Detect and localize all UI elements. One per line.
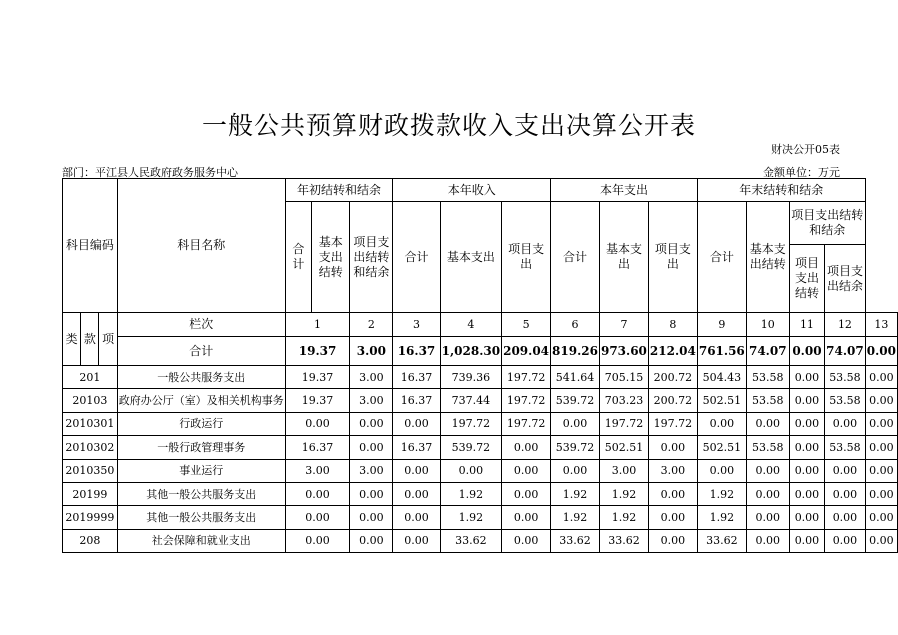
row-cell: 0.00 [825,459,866,482]
row-cell: 0.00 [789,389,824,412]
row-cell: 0.00 [825,529,866,552]
row-name: 其他一般公共服务支出 [117,506,285,529]
page-title: 一般公共预算财政拨款收入支出决算公开表 [201,111,696,140]
row-cell: 0.00 [865,529,897,552]
budget-table [62,178,898,553]
row-cell: 33.62 [440,529,501,552]
header-end-project-surplus: 项目支出结余 [825,245,866,313]
row-cell: 0.00 [789,412,824,435]
row-cell: 16.37 [393,436,440,459]
total-cell: 3.00 [350,337,393,366]
row-cell: 539.72 [551,389,600,412]
row-cell: 541.64 [551,366,600,389]
row-cell: 0.00 [502,482,551,505]
row-cell: 0.00 [865,459,897,482]
header-group-expense: 本年支出 [551,179,698,202]
row-code: 2010301 [63,412,118,435]
col-num: 3 [393,313,440,337]
header-begin-basic: 基本支出结转 [312,202,350,313]
table-row [63,436,898,459]
row-cell: 539.72 [440,436,501,459]
row-cell: 3.00 [350,459,393,482]
row-code: 201 [63,366,118,389]
header-expense-project: 项目支出 [648,202,697,313]
col-num: 7 [599,313,648,337]
header-subject-code: 科目编码 [63,179,118,313]
row-name: 行政运行 [117,412,285,435]
row-cell: 1.92 [440,506,501,529]
col-num: 10 [746,313,789,337]
table-row [63,389,898,412]
total-label: 合计 [117,337,285,366]
header-kuan: 款 [81,313,99,366]
row-cell: 16.37 [285,436,350,459]
row-code: 2010350 [63,459,118,482]
header-group-income: 本年收入 [393,179,551,202]
row-cell: 0.00 [502,506,551,529]
row-cell: 33.62 [551,529,600,552]
row-cell: 504.43 [697,366,746,389]
row-cell: 0.00 [285,506,350,529]
header-end-total: 合计 [697,202,746,313]
row-cell: 0.00 [502,459,551,482]
row-cell: 0.00 [648,506,697,529]
table-row [63,482,898,505]
form-number: 财决公开05表 [771,143,840,156]
header-subject-name: 科目名称 [117,179,285,313]
row-cell: 197.72 [502,412,551,435]
row-name: 其他一般公共服务支出 [117,482,285,505]
header-end-project-carry: 项目支出结转 [789,245,824,313]
row-cell: 0.00 [789,459,824,482]
col-num: 9 [697,313,746,337]
row-cell: 0.00 [746,529,789,552]
row-cell: 0.00 [440,459,501,482]
table-row [63,506,898,529]
row-cell: 0.00 [393,412,440,435]
row-cell: 737.44 [440,389,501,412]
header-income-total: 合计 [393,202,440,313]
row-cell: 0.00 [789,482,824,505]
total-cell: 74.07 [825,337,866,366]
row-name: 一般行政管理事务 [117,436,285,459]
row-cell: 197.72 [502,366,551,389]
header-begin-project: 项目支出结转和结余 [350,202,393,313]
row-cell: 0.00 [502,529,551,552]
table-row [63,459,898,482]
total-cell: 761.56 [697,337,746,366]
row-cell: 739.36 [440,366,501,389]
header-lei: 类 [63,313,81,366]
row-name: 一般公共服务支出 [117,366,285,389]
total-cell: 973.60 [599,337,648,366]
row-cell: 0.00 [789,366,824,389]
row-cell: 1.92 [440,482,501,505]
row-cell: 0.00 [746,459,789,482]
column-order-label: 栏次 [117,313,285,337]
row-cell: 33.62 [599,529,648,552]
row-cell: 0.00 [350,529,393,552]
row-code: 2019999 [63,506,118,529]
col-num: 2 [350,313,393,337]
col-num: 4 [440,313,501,337]
total-cell: 209.04 [502,337,551,366]
row-cell: 16.37 [393,366,440,389]
row-cell: 0.00 [350,412,393,435]
row-cell: 0.00 [825,412,866,435]
row-cell: 19.37 [285,389,350,412]
row-cell: 0.00 [285,412,350,435]
row-cell: 197.72 [502,389,551,412]
row-cell: 0.00 [551,412,600,435]
row-cell: 0.00 [393,482,440,505]
row-cell: 0.00 [393,529,440,552]
col-num: 11 [789,313,824,337]
row-cell: 16.37 [393,389,440,412]
total-cell: 212.04 [648,337,697,366]
row-cell: 0.00 [865,506,897,529]
row-cell: 1.92 [697,482,746,505]
row-cell: 1.92 [599,482,648,505]
amount-unit-label: 金额单位：万元 [763,166,840,179]
row-cell: 1.92 [697,506,746,529]
row-cell: 3.00 [350,366,393,389]
row-cell: 197.72 [440,412,501,435]
row-cell: 0.00 [865,366,897,389]
header-group-begin: 年初结转和结余 [285,179,393,202]
col-num: 5 [502,313,551,337]
row-cell: 0.00 [648,482,697,505]
row-cell: 539.72 [551,436,600,459]
header-xiang: 项 [99,313,117,366]
total-cell: 0.00 [865,337,897,366]
col-num: 1 [285,313,350,337]
row-cell: 0.00 [648,529,697,552]
row-cell: 0.00 [502,436,551,459]
row-cell: 53.58 [825,366,866,389]
row-cell: 0.00 [825,506,866,529]
row-cell: 0.00 [350,436,393,459]
row-cell: 0.00 [865,436,897,459]
row-cell: 502.51 [697,389,746,412]
row-cell: 502.51 [599,436,648,459]
row-cell: 19.37 [285,366,350,389]
row-cell: 705.15 [599,366,648,389]
header-income-basic: 基本支出 [440,202,501,313]
row-cell: 0.00 [697,459,746,482]
row-code: 2010302 [63,436,118,459]
row-cell: 33.62 [697,529,746,552]
row-cell: 0.00 [789,506,824,529]
row-cell: 0.00 [697,412,746,435]
row-cell: 0.00 [350,482,393,505]
row-cell: 0.00 [551,459,600,482]
row-cell: 0.00 [285,529,350,552]
header-group-end: 年末结转和结余 [697,179,865,202]
row-cell: 3.00 [285,459,350,482]
row-cell: 0.00 [350,506,393,529]
total-cell: 19.37 [285,337,350,366]
table-row [63,529,898,552]
row-cell: 200.72 [648,366,697,389]
row-cell: 703.23 [599,389,648,412]
row-name: 政府办公厅（室）及相关机构事务 [117,389,285,412]
total-cell: 16.37 [393,337,440,366]
row-cell: 0.00 [789,529,824,552]
row-cell: 200.72 [648,389,697,412]
total-cell: 1,028.30 [440,337,501,366]
row-cell: 0.00 [746,482,789,505]
row-cell: 3.00 [350,389,393,412]
row-cell: 197.72 [599,412,648,435]
row-cell: 1.92 [551,482,600,505]
total-cell: 74.07 [746,337,789,366]
row-cell: 0.00 [865,389,897,412]
row-cell: 3.00 [648,459,697,482]
row-cell: 0.00 [393,459,440,482]
row-cell: 0.00 [825,482,866,505]
row-cell: 0.00 [393,506,440,529]
row-cell: 197.72 [648,412,697,435]
row-cell: 53.58 [825,389,866,412]
row-code: 20103 [63,389,118,412]
total-row [63,337,898,366]
header-income-project: 项目支出 [502,202,551,313]
row-cell: 3.00 [599,459,648,482]
row-name: 事业运行 [117,459,285,482]
row-cell: 0.00 [865,482,897,505]
row-cell: 53.58 [746,389,789,412]
row-cell: 53.58 [825,436,866,459]
col-num: 12 [825,313,866,337]
table-row [63,366,898,389]
row-cell: 502.51 [697,436,746,459]
header-end-project: 项目支出结转和结余 [789,202,865,245]
col-num: 6 [551,313,600,337]
total-cell: 0.00 [789,337,824,366]
col-num: 13 [865,313,897,337]
department-label: 部门：平江县人民政府政务服务中心 [62,166,238,179]
row-cell: 0.00 [865,412,897,435]
row-name: 社会保障和就业支出 [117,529,285,552]
header-begin-total: 合计 [285,202,311,313]
row-cell: 0.00 [648,436,697,459]
header-end-basic: 基本支出结转 [746,202,789,313]
row-cell: 53.58 [746,366,789,389]
table-row [63,412,898,435]
row-cell: 0.00 [285,482,350,505]
header-expense-total: 合计 [551,202,600,313]
column-order-row [63,313,898,337]
row-code: 208 [63,529,118,552]
total-cell: 819.26 [551,337,600,366]
col-num: 8 [648,313,697,337]
header-expense-basic: 基本支出 [599,202,648,313]
row-cell: 0.00 [746,506,789,529]
row-cell: 1.92 [599,506,648,529]
row-code: 20199 [63,482,118,505]
row-cell: 0.00 [746,412,789,435]
row-cell: 53.58 [746,436,789,459]
row-cell: 0.00 [789,436,824,459]
row-cell: 1.92 [551,506,600,529]
